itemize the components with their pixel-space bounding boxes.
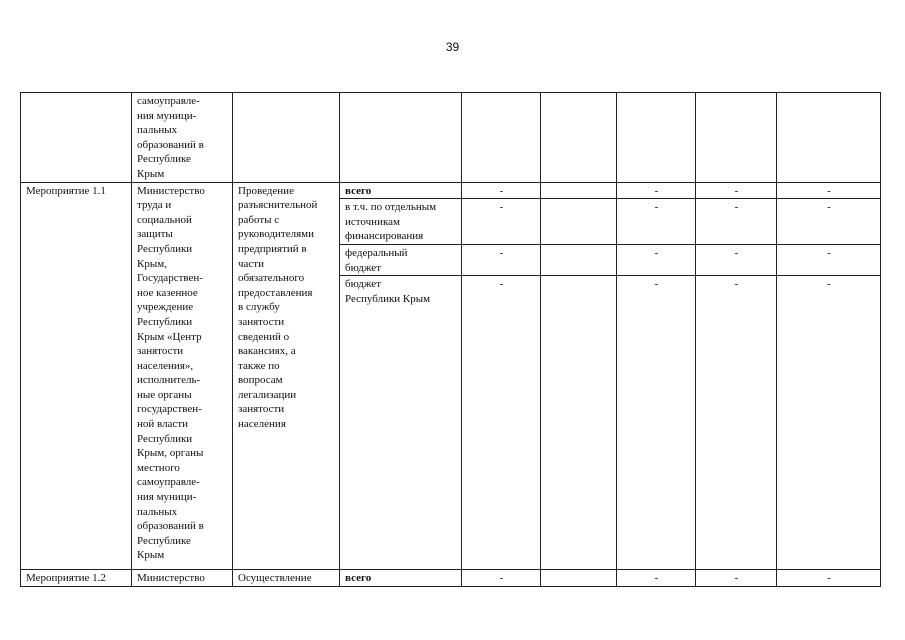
performer-cell: Министерство труда и социальной защиты Республики Крым, Государствен- ное казенное учреждение Республики Крым «Центр занятости населения», исполнитель- ные органы государствен- ной власти Республики Крым, органы местного самоуправле- ния муници- пальных образований в Республике Крым [132,182,233,570]
value-cell [541,199,617,245]
source-federal: федеральный бюджет [340,244,462,275]
description-cell [233,93,340,183]
performer-cell: Министерство [132,570,233,587]
value-cell [696,93,777,183]
value-dash: - [462,276,541,570]
source-crimea: бюджет Республики Крым [340,276,462,570]
value-dash: - [617,199,696,245]
value-dash: - [617,276,696,570]
value-dash: - [617,570,696,587]
value-cell [541,570,617,587]
source-total: всего [340,570,462,587]
value-dash: - [462,182,541,199]
value-dash: - [696,182,777,199]
value-cell [462,93,541,183]
page-number: 39 [445,40,460,54]
value-cell [541,93,617,183]
table-row-measure-1-1 [21,182,881,199]
source-by-sources: в т.ч. по отдельным источникам финансирования [340,199,462,245]
performer-cell: самоуправле- ния муници- пальных образований в Республике Крым [132,93,233,183]
funding-table [20,92,881,587]
value-cell [617,93,696,183]
value-dash: - [696,276,777,570]
value-dash: - [617,244,696,275]
description-cell: Осуществление [233,570,340,587]
value-cell [541,182,617,199]
value-dash: - [777,276,881,570]
value-dash: - [462,244,541,275]
measure-cell [21,93,132,183]
value-cell [541,276,617,570]
table-row-continuation [21,93,881,183]
value-dash: - [696,244,777,275]
source-total: всего [340,182,462,199]
value-dash: - [777,182,881,199]
source-cell [340,93,462,183]
value-dash: - [777,570,881,587]
value-dash: - [462,199,541,245]
description-cell: Проведение разъяснительной работы с руководителями предприятий в части обязательного предоставления в службу занятости сведений о вакансиях, а также по вопросам легализации занятости населения [233,182,340,570]
table-row-measure-1-2 [21,570,881,587]
value-dash: - [696,199,777,245]
value-dash: - [696,570,777,587]
value-cell [777,93,881,183]
value-cell [541,244,617,275]
value-dash: - [777,199,881,245]
measure-name: Мероприятие 1.1 [21,182,132,570]
value-dash: - [617,182,696,199]
measure-name: Мероприятие 1.2 [21,570,132,587]
value-dash: - [462,570,541,587]
value-dash: - [777,244,881,275]
